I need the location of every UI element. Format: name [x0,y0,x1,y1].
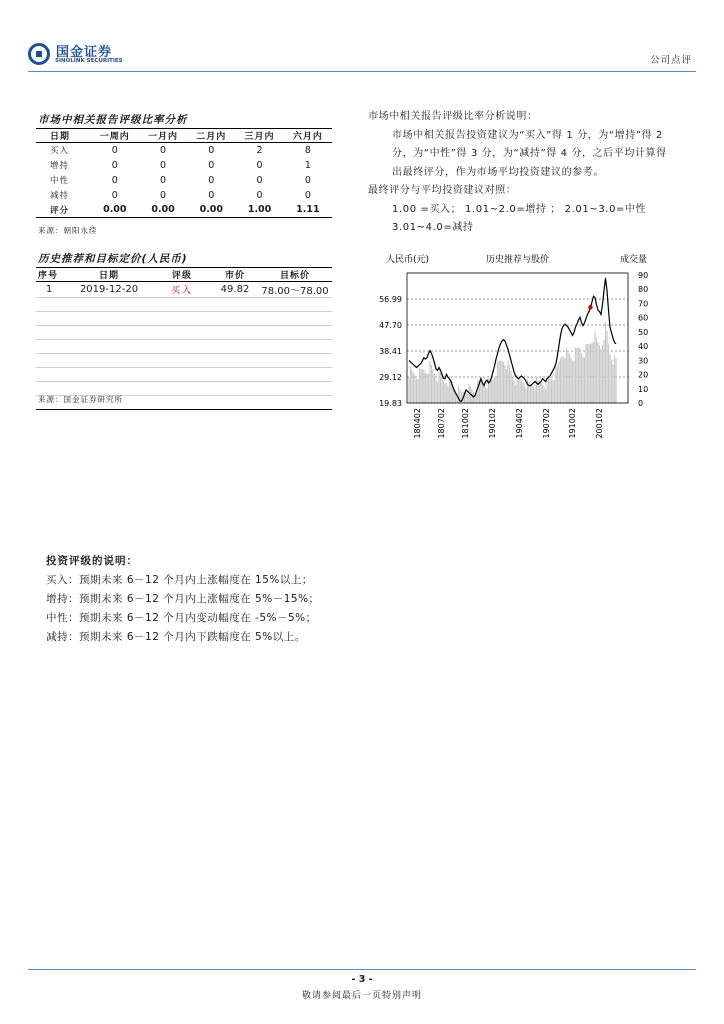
volume-bar [560,358,561,403]
chart-title: 历史推荐与股价 [486,255,550,265]
explain-heading: 市场中相关报告评级比率分析说明： [368,111,538,122]
table-cell: 0 [256,189,263,201]
header-divider [28,71,696,72]
table-cell: 0 [208,159,215,171]
explain-paragraph: 市场中相关报告投资建议为“买入”得 1 分，为“增持”得 2 分，为“中性”得 3 分，为“减持”得 4 分，之后平均计算得出最终评分，作为市场平均投资建议的参考。 [392,129,667,178]
right-tick-label: 90 [638,271,649,280]
volume-bar [575,348,576,404]
table-cell: 0 [111,159,118,171]
volume-bar [602,346,603,404]
volume-bar [597,343,598,404]
x-tick-label: 190702 [542,408,551,439]
column-header: 六月内 [284,129,332,143]
volume-bar [495,376,496,403]
table-cell: 0 [160,144,167,156]
volume-bar [413,373,414,403]
recommendation-marker [588,305,592,309]
volume-bar [504,365,505,403]
volume-bar [557,365,558,404]
volume-bar [435,379,436,403]
volume-bar [552,380,553,403]
volume-bar [594,332,595,403]
x-axis-ticks [413,408,604,439]
right-axis-ticks [638,271,648,408]
volume-bar [603,340,604,403]
volume-bar [516,375,517,404]
left-tick-label: 38.41 [379,347,402,356]
logo-text-cn: 国金证券 [56,45,113,60]
volume-bar [531,385,532,403]
footer-disclaimer: 敬请参阅最后一页特别声明 [301,991,422,1001]
volume-bar [458,386,459,403]
rating-stats-table [36,128,332,218]
column-header: 日期 [36,129,91,143]
volume-bar [423,370,424,403]
x-tick-label: 181002 [461,408,470,439]
history-table [36,267,332,410]
volume-bar [521,380,522,403]
volume-bar [501,361,502,403]
column-header: 一周内 [91,129,139,143]
row-label: 增持 [50,161,70,171]
volume-bar [540,383,541,403]
volume-bar [563,357,564,403]
company-logo [28,42,138,68]
table-cell: 0 [208,189,215,201]
volume-bar [593,342,594,403]
table-row [36,158,332,173]
table-cell: 1 [36,282,66,298]
right-tick-label: 20 [638,370,649,380]
volume-bar [503,362,504,403]
table-cell: 1.00 [235,203,283,218]
explain-mapping-heading: 最终评分与平均投资建议对照： [368,185,517,196]
volume-bar [572,361,573,403]
page-header [28,40,696,70]
volume-bar [549,379,550,403]
table-header-row [36,268,332,282]
table-cell: 0 [208,174,215,186]
row-label: 减持 [50,191,70,201]
table-cell: 1.11 [284,203,332,218]
rating-explanation-text [368,108,673,238]
volume-bar [551,379,552,403]
rating-item-buy: 买入：预期未来 6－12 个月内上涨幅度在 15%以上； [46,574,313,586]
row-label: 买入 [50,146,70,157]
column-header: 三月内 [235,129,283,143]
explain-mapping-line1: 1.00 =买入； 1.01~2.0=增持 ； 2.01~3.0=中性 [392,203,647,215]
volume-bars [408,322,616,403]
x-tick-label: 180402 [413,408,422,439]
right-tick-label: 0 [638,399,644,408]
volume-bar [410,367,411,403]
volume-bar [414,376,415,404]
investment-rating-title: 投资评级的说明： [46,555,138,567]
logo-icon [28,43,50,65]
volume-bar [582,357,583,403]
volume-bar [567,351,568,404]
left-tick-label: 19.83 [379,399,402,408]
volume-bar [524,385,525,403]
volume-bar [614,356,615,403]
right-tick-label: 50 [638,327,649,337]
chart-right-axis-label: 成交量 [620,255,648,265]
table-cell: 0 [111,174,118,186]
volume-bar [534,388,535,403]
volume-bar [411,370,412,403]
volume-bar [605,322,606,403]
volume-bar [443,381,444,403]
volume-bar [465,391,466,403]
table-cell: 0 [208,144,215,156]
table-cell: 0 [160,189,167,201]
volume-bar [492,379,493,404]
volume-bar [482,384,483,404]
price-history-chart [366,248,662,458]
right-tick-label: 30 [638,356,649,366]
volume-bar [446,383,447,403]
volume-bar [573,362,574,404]
volume-bar [564,358,565,403]
table-row [36,173,332,188]
table-row-score [36,203,332,218]
volume-bar [548,378,549,404]
volume-bar [444,383,445,403]
table-cell: 78.00～78.00 [258,282,332,298]
volume-bar [513,381,514,404]
right-tick-label: 40 [638,342,649,352]
right-tick-label: 60 [638,313,649,323]
volume-bar [542,383,543,403]
volume-bar [536,378,537,404]
table-cell: 0 [304,189,311,201]
volume-bar [561,356,562,403]
volume-bar [483,387,484,403]
table-cell: 2 [256,144,263,156]
table-cell: 0 [111,144,118,156]
volume-bar [612,365,613,404]
volume-bar [578,348,579,403]
rating-item-underweight: 减持：预期未来 6－12 个月内下跌幅度在 5%以上。 [46,631,306,643]
table-cell: 0.00 [187,203,235,218]
right-tick-label: 10 [638,384,649,394]
left-tick-label: 29.12 [379,373,402,382]
left-axis-ticks [379,295,402,408]
table-row-empty [36,368,332,382]
volume-bar [485,387,486,403]
row-label: 评分 [36,203,91,218]
table-cell: 0 [160,174,167,186]
volume-bar [422,370,423,404]
table-header-row [36,129,332,143]
volume-bar [615,359,616,404]
volume-bar [506,369,507,403]
volume-bar [584,357,585,403]
volume-bar [494,378,495,404]
volume-bar [476,393,477,403]
volume-bar [555,367,556,403]
chart-left-axis-label: 人民币(元) [386,255,430,265]
investment-rating-explanation [46,552,320,647]
volume-bar [570,358,571,404]
volume-bar [441,377,442,403]
history-source: 来源：国金证券研究所 [38,395,123,404]
table-row [36,188,332,203]
volume-bar [498,361,499,403]
rating-stats-source: 来源：朝阳永续 [38,226,98,235]
table-row [36,143,332,158]
volume-bar [590,344,591,403]
volume-bar [480,379,481,403]
report-type: 公司点评 [649,55,692,66]
volume-bar [587,344,588,403]
table-cell: 0 [256,174,263,186]
table-cell: 49.82 [212,282,258,298]
volume-bar [611,360,612,404]
volume-bar [440,373,441,403]
volume-bar [497,362,498,403]
history-title: 历史推荐和目标定价(人民币) [38,253,188,265]
footer-divider [28,969,696,970]
rating-stats-title: 市场中相关报告评级比率分析 [38,114,188,126]
volume-bar [408,378,409,404]
right-tick-label: 80 [638,285,649,295]
volume-bar [579,348,580,403]
table-cell: 0 [256,159,263,171]
volume-bar [600,349,601,403]
volume-bar [543,386,544,403]
volume-bar [599,345,600,403]
left-tick-label: 56.99 [379,295,402,304]
volume-bar [609,355,610,404]
volume-bar [576,348,577,403]
volume-bar [434,374,435,403]
volume-bar [530,384,531,403]
volume-bar [588,344,589,403]
rating-item-overweight: 增持：预期未来 6－12 个月内上涨幅度在 5%－15%； [46,593,320,605]
table-row-empty [36,354,332,368]
volume-bar [428,374,429,403]
table-row-empty [36,340,332,354]
volume-bar [438,369,439,403]
right-tick-label: 70 [638,299,649,309]
x-tick-label: 200102 [595,408,604,439]
volume-bar [426,374,427,403]
volume-bar [417,380,418,404]
volume-bar [608,344,609,404]
column-header: 评级 [152,268,212,282]
volume-bar [518,377,519,403]
table-cell: 0.00 [91,203,139,218]
volume-bar [591,343,592,403]
volume-bar [486,388,487,403]
volume-bar [429,361,430,403]
x-tick-label: 191002 [568,408,577,439]
table-row [36,282,332,298]
table-row-empty [36,326,332,340]
column-header: 序号 [36,268,66,282]
volume-bar [447,387,448,404]
volume-bar [554,380,555,403]
volume-bar [581,353,582,403]
volume-bar [533,387,534,404]
table-cell: 0.00 [139,203,187,218]
column-header: 一月内 [139,129,187,143]
column-header: 二月内 [187,129,235,143]
table-cell: 8 [304,144,311,156]
left-tick-label: 47.70 [379,321,402,330]
volume-bar [477,380,478,403]
volume-bar [525,389,526,403]
column-header: 日期 [66,268,152,282]
volume-bar [416,378,417,403]
row-label: 中性 [50,176,70,186]
rating-cell: 买入 [152,282,212,298]
table-cell: 0 [111,189,118,201]
table-row-empty [36,312,332,326]
column-header: 市价 [212,268,258,282]
volume-bar [432,369,433,403]
volume-bar [512,376,513,404]
volume-bar [467,394,468,403]
volume-bar [510,371,511,404]
column-header: 目标价 [258,268,332,282]
logo-text-en: SINOLINK SECURITIES [55,58,123,64]
volume-bar [431,365,432,403]
table-cell: 0 [304,174,311,186]
volume-bar [507,361,508,404]
volume-bar [596,338,597,404]
volume-bar [509,366,510,404]
table-cell: 2019-12-20 [66,282,152,298]
volume-bar [425,373,426,403]
page-number: - 3 - [351,974,373,985]
volume-bar [566,348,567,403]
rating-item-neutral: 中性：预期未来 6－12 个月内变动幅度在 -5%－5%； [46,612,317,624]
volume-bar [606,331,607,403]
volume-bar [491,380,492,404]
table-cell: 1 [304,159,311,171]
volume-bar [519,379,520,404]
volume-bar [419,368,420,403]
x-tick-label: 190102 [488,408,497,439]
volume-bar [489,380,490,403]
volume-bar [437,382,438,403]
volume-bar [515,385,516,403]
explain-mapping-line2: 3.01~4.0=减持 [392,222,474,233]
table-cell: 0 [160,159,167,171]
x-tick-label: 190402 [515,408,524,439]
volume-bar [522,383,523,404]
volume-bar [500,361,501,404]
volume-bar [569,354,570,403]
table-row-empty [36,298,332,312]
x-tick-label: 180702 [437,408,446,439]
volume-bar [420,369,421,403]
volume-bar [545,389,546,403]
volume-bar [539,382,540,404]
volume-bar [585,344,586,403]
volume-bar [558,361,559,403]
